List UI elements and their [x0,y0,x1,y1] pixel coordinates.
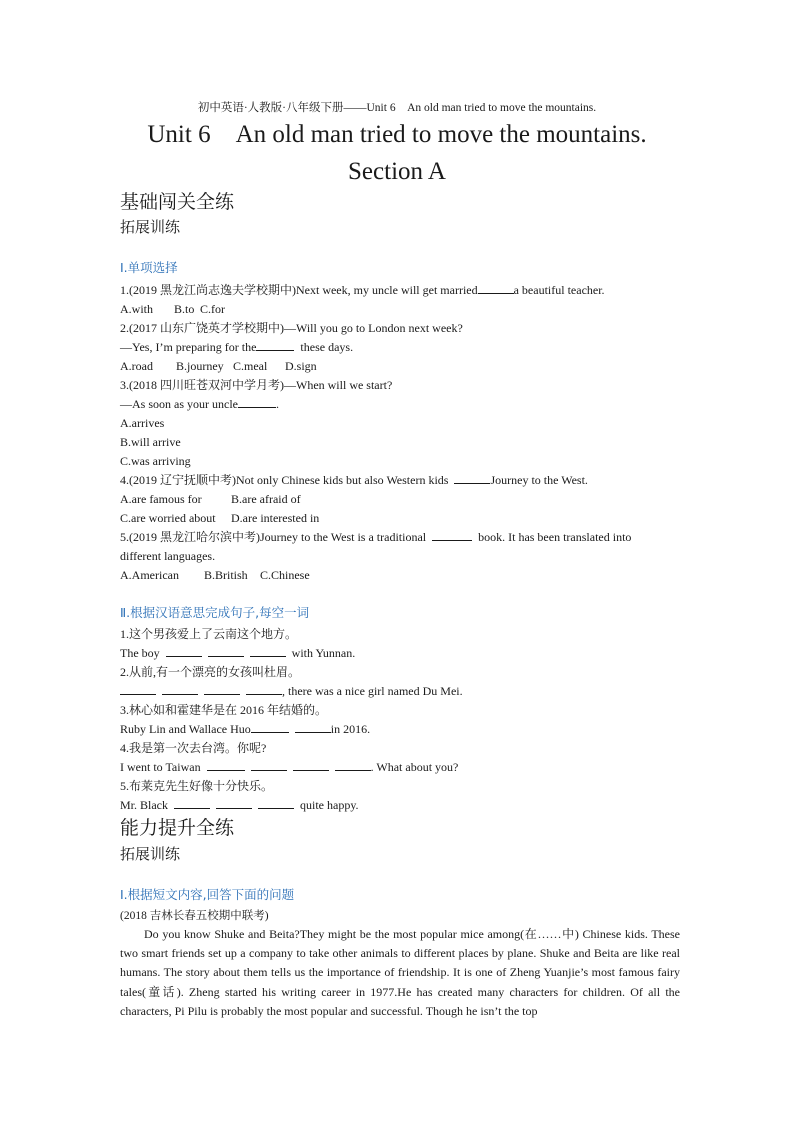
blank [251,721,289,733]
q2-option-d: D.sign [285,359,317,373]
unit-title: Unit 6 An old man tried to move the mountains. [147,121,647,148]
s3-chinese: 3.林心如和霍建华是在 2016 年结婚的。 [120,703,328,717]
question-2-stem: 2.(2017 山东广饶英才学校期中)—Will you go to London next week? [120,321,463,335]
running-header: 初中英语·人教版·八年级下册——Unit 6 An old man tried to move the mountains. [197,102,597,114]
blank [207,759,245,771]
blank [432,529,472,541]
s5-en-b: quite happy. [300,798,359,812]
question-3-stem: 3.(2018 四川旺苍双河中学月考)—When will we start? [120,378,393,392]
s2-english [120,683,463,699]
q1-stem-a: 1.(2019 黑龙江尚志逸夫学校期中)Next week, my uncle will get married [120,283,478,297]
s3-en-a: Ruby Lin and Wallace Huo [120,722,251,736]
q2-option-b: B.journey [176,359,224,373]
q2-option-c: C.meal [233,359,268,373]
q1-stem-b: a beautiful teacher. [513,283,605,297]
s3-en-b: in 2016. [330,722,371,736]
blank [174,797,210,809]
s1-chinese: 1.这个男孩爱上了云南这个地方。 [120,627,298,641]
blank [295,721,331,733]
reading-source: (2018 吉林长春五校期中联考) [120,910,269,922]
q5-option-c: C.Chinese [260,568,310,582]
blank [238,396,276,408]
q3-option-c: C.was arriving [120,454,191,468]
q4-stem-a: 4.(2019 辽宁抚顺中考)Not only Chinese kids but also Western kids [120,473,449,487]
question-5-options [120,567,310,583]
s2-chinese: 2.从前,有一个漂亮的女孩叫杜眉。 [120,665,301,679]
question-4-options-row1 [120,491,301,507]
basic-heading: 基础闯关全练 [120,191,235,213]
blank [256,339,294,351]
s5-chinese: 5.布莱克先生好像十分快乐。 [120,779,274,793]
blank [120,683,156,695]
ability-subheading: 拓展训练 [120,845,181,863]
s4-chinese: 4.我是第一次去台湾。你呢? [120,741,267,755]
question-2-options [120,358,317,374]
reading-heading: Ⅰ.根据短文内容,回答下面的问题 [120,887,295,902]
question-2-reply [120,339,353,355]
reading-passage: Do you know Shuke and Beita?They might be the most popular mice among(在……中) Chinese kids. These two smart friends set up a company to take other animals to different places by plane. Shuke and Beita are like real humans. The story about them tells us the importance of friendship. It is one of Zheng Yuanjie’s most famous fairy tales(童话). Zheng started his writing career in 1977.He has created many characters for children. Of all the characters, Pi Pilu is probably the most popular and successful. Though he isn’t the top [120,927,680,1018]
q3-reply-a: —As soon as your uncle [120,397,238,411]
q3-option-b: B.will arrive [120,435,181,449]
q4-option-a: A.are famous for [120,492,202,506]
q1-option-c: C.for [200,302,225,316]
q1-option-b: B.to [174,302,195,316]
q2-option-a: A.road [120,359,153,373]
part2-heading: Ⅱ.根据汉语意思完成句子,每空一词 [120,605,310,620]
blank [478,282,514,294]
s3-english [120,721,370,737]
s4-en-b: . What about you? [370,760,459,774]
q5-option-b: B.British [204,568,248,582]
s1-en-b: with Yunnan. [291,646,356,660]
q4-option-c: C.are worried about [120,511,216,525]
blank [246,683,282,695]
q4-option-b: B.are afraid of [231,492,301,506]
section-title: Section A [348,158,446,185]
q5-stem-a: 5.(2019 黑龙江哈尔滨中考)Journey to the West is a traditional [120,530,427,544]
question-4-stem [120,472,588,488]
blank [293,759,329,771]
q4-stem-b: Journey to the West. [490,473,588,487]
part1-heading: Ⅰ.单项选择 [120,260,178,275]
q5-stem-c: different languages. [120,549,216,563]
question-3-reply [120,396,279,412]
q1-option-a: A.with [120,302,153,316]
blank [204,683,240,695]
q2-reply-b: these days. [300,340,354,354]
question-4-options-row2 [120,510,319,526]
s4-english [120,759,458,775]
blank [250,645,286,657]
blank [335,759,371,771]
q3-option-a: A.arrives [120,416,165,430]
q5-option-a: A.American [120,568,179,582]
question-1-stem [120,282,605,298]
blank [454,472,490,484]
ability-heading: 能力提升全练 [120,817,235,839]
s2-en-b: , there was a nice girl named Du Mei. [282,684,463,698]
q5-stem-b: book. It has been translated into [478,530,632,544]
basic-subheading: 拓展训练 [120,218,181,236]
s1-english [120,645,355,661]
blank [251,759,287,771]
q3-reply-b: . [275,397,279,411]
q2-reply-a: —Yes, I’m preparing for the [120,340,257,354]
question-5-stem [120,529,631,545]
blank [166,645,202,657]
s1-en-a: The boy [120,646,160,660]
s5-en-a: Mr. Black [120,798,168,812]
question-1-options [120,301,225,317]
blank [208,645,244,657]
q4-option-d: D.are interested in [231,511,320,525]
s4-en-a: I went to Taiwan [120,760,201,774]
blank [216,797,252,809]
blank [162,683,198,695]
s5-english [120,797,359,813]
blank [258,797,294,809]
